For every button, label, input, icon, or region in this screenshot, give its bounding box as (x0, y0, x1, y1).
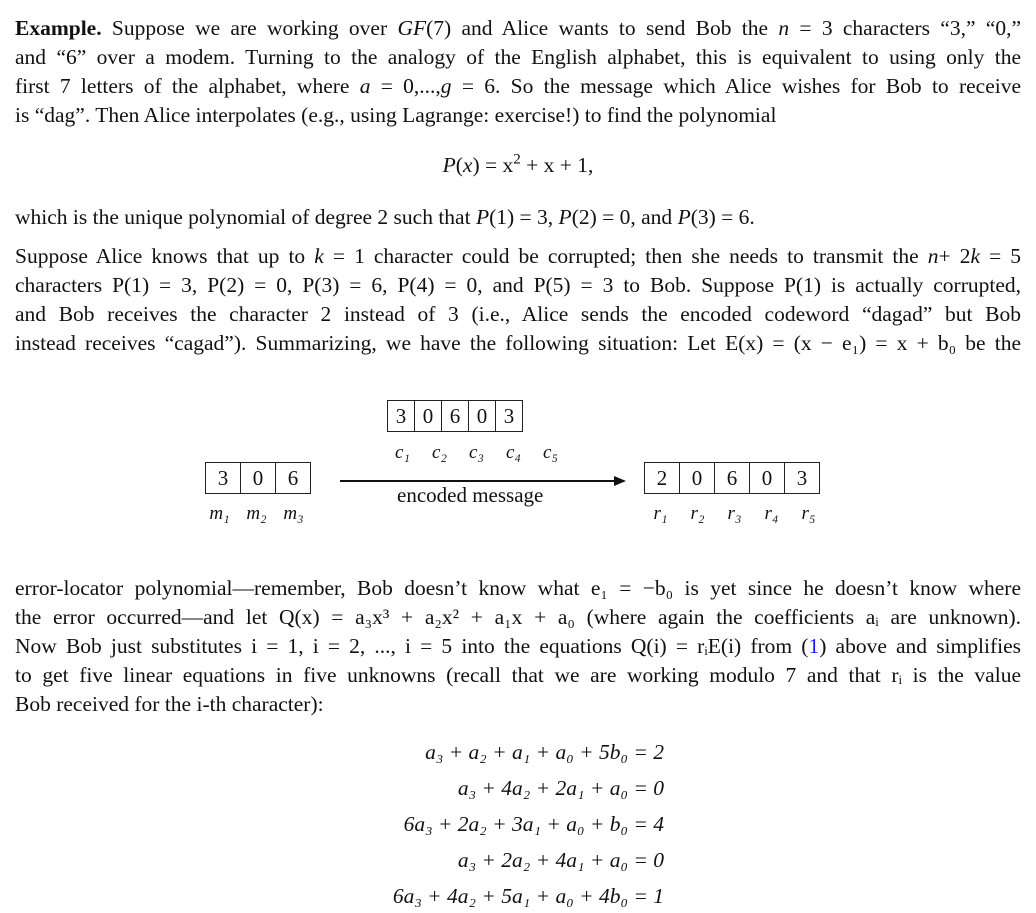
para1-text: = 6. So the message which Alice wishes for Bob to receive (461, 74, 1022, 98)
poly-mid: ) = x (472, 153, 514, 177)
para4-line3 (15, 632, 1021, 661)
example-label: Example. (15, 16, 102, 40)
para3-line3: and Bob receives the character 2 instead of 3 (i.e., Alice sends the encoded codeword “dagad” but Bob (15, 302, 1021, 326)
received-cell: 2 (656, 466, 668, 490)
codeword-label: c₄ (505, 442, 522, 463)
var-p: P (677, 205, 691, 229)
para1-line3 (15, 72, 1021, 101)
equation-row: a₃ + 2a₂ + 4a₁ + a₀ = 0 (457, 848, 664, 872)
received-label: r₂ (690, 503, 705, 524)
field-name: GF (397, 16, 427, 40)
received-label: r₃ (727, 503, 742, 524)
para4-text: Now Bob just substitutes i = 1, i = 2, ..., i = 5 into the equations Q(i) = rᵢE(i) from ( (15, 634, 809, 658)
para1-text: (7) and Alice wants to send Bob the (426, 16, 769, 40)
para1-line2: and “6” over a modem. Turning to the analogy of the English alphabet, this is equivalent to using only the (15, 45, 1021, 69)
para3-line1 (15, 242, 1021, 271)
para3-line2: characters P(1) = 3, P(2) = 0, P(3) = 6, P(4) = 0, and P(5) = 3 to Bob. Suppose P(1) is actually corrupted, (15, 273, 1021, 297)
var-k: k (970, 244, 981, 268)
received-boxes (644, 462, 820, 494)
codeword-labels (384, 442, 569, 464)
message-cell: 0 (240, 463, 275, 493)
para1-text: = 3 characters “3,” “0,” (799, 16, 1022, 40)
codeword-label: c₃ (468, 442, 485, 463)
poly-exponent: 2 (513, 151, 521, 168)
equation-row: 6a₃ + 4a₂ + 5a₁ + a₀ + 4b₀ = 1 (392, 884, 664, 908)
received-labels (642, 503, 827, 525)
para4-line5: Bob received for the i-th character): (15, 692, 324, 716)
codeword-label: c₅ (542, 442, 559, 463)
para3-text: = 1 character could be corrupted; then she needs to transmit the (332, 244, 919, 268)
received-label: r₁ (653, 503, 668, 524)
para4-line2: the error occurred—and let Q(x) = a₃x³ + a₂x² + a₁x + a₀ (where again the coefficients aᵢ are unknown). (15, 605, 1021, 629)
message-cell: 3 (217, 466, 229, 490)
para3-text: Suppose Alice knows that up to (15, 244, 306, 268)
message-label: m₂ (246, 503, 267, 524)
polynomial-display: $P(x) = x^2 + x + 1$, (442, 151, 594, 177)
message-boxes (205, 462, 311, 494)
poly-var: x (462, 153, 473, 177)
codeword-cell: 0 (414, 401, 441, 431)
var-p: P (558, 205, 572, 229)
received-cell: 0 (679, 463, 714, 493)
para3-text: + 2 (938, 244, 971, 268)
para4-line4: to get five linear equations in five unknowns (recall that we are working modulo 7 and that rᵢ is the value (15, 663, 1021, 687)
poly-rest: + x + 1, (520, 153, 594, 177)
equation-row: 6a₃ + 2a₂ + 3a₁ + a₀ + b₀ = 4 (403, 812, 664, 836)
para3-text: = 5 (989, 244, 1022, 268)
var-k: k (314, 244, 324, 268)
para3-line4: instead receives “cagad”). Summarizing, we have the following situation: Let E(x) = (x − e₁) = x + b₀ be the (15, 331, 1021, 355)
codeword-boxes (387, 400, 523, 432)
para2-line (15, 203, 1021, 232)
arrow-head-icon (614, 476, 626, 486)
para1-line1 (15, 14, 1021, 43)
para1-line4: is “dag”. Then Alice interpolates (e.g., using Lagrange: exercise!) to find the polynomial (15, 103, 777, 127)
var-a: a (359, 74, 371, 98)
received-cell: 6 (714, 463, 749, 493)
message-labels (201, 503, 312, 525)
para2-text: which is the unique polynomial of degree 2 such that (15, 205, 471, 229)
equation-row: a₃ + a₂ + a₁ + a₀ + 5b₀ = 2 (425, 740, 664, 764)
received-label: r₄ (764, 503, 779, 524)
para1-text: first 7 letters of the alphabet, where (15, 74, 350, 98)
message-cell: 6 (275, 463, 310, 493)
message-label: m₁ (209, 503, 230, 524)
para4-line1: error-locator polynomial—remember, Bob doesn’t know what e₁ = −b₀ is yet since he doesn’t know where (15, 576, 1021, 600)
var-n: n (927, 244, 939, 268)
para1-text: Suppose we are working over (111, 16, 388, 40)
codeword-cell: 3 (495, 401, 522, 431)
codeword-label: c₁ (394, 442, 411, 463)
codeword-label: c₂ (431, 442, 448, 463)
received-label: r₅ (801, 503, 816, 524)
para4-text: ) above and simplifies (819, 634, 1021, 658)
poly-lhs: P (442, 153, 456, 177)
encoding-arrow (340, 480, 618, 482)
para1-text: = 0,..., (380, 74, 441, 98)
var-p: P (475, 205, 490, 229)
para2-text: (3) = 6. (690, 205, 755, 229)
para2-text: (2) = 0, and (571, 205, 673, 229)
received-cell: 3 (784, 463, 819, 493)
var-g: g (440, 74, 452, 98)
arrow-caption: encoded message (397, 483, 544, 507)
para2-text: (1) = 3, (489, 205, 554, 229)
codeword-cell: 3 (395, 404, 407, 428)
equation-row: a₃ + 4a₂ + 2a₁ + a₀ = 0 (457, 776, 664, 800)
var-n: n (778, 16, 790, 40)
received-cell: 0 (749, 463, 784, 493)
message-label: m₃ (283, 503, 304, 524)
codeword-cell: 6 (441, 401, 468, 431)
codeword-cell: 0 (468, 401, 495, 431)
equation-reference-link[interactable]: 1 (808, 634, 820, 658)
